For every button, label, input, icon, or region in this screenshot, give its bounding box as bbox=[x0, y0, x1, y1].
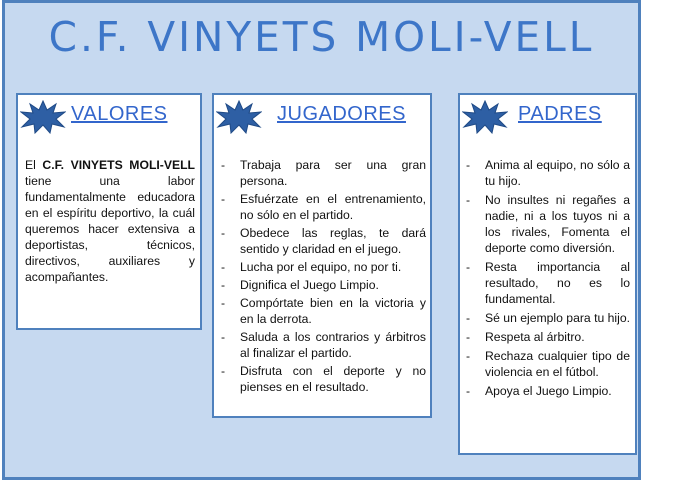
jugadores-list bbox=[221, 157, 426, 397]
list-item: - Anima al equipo, no sólo a tu hijo. bbox=[466, 157, 630, 189]
jugadores-panel bbox=[212, 93, 432, 418]
list-item: - Compórtate bien en la victoria y en la derrota. bbox=[221, 295, 426, 327]
poster bbox=[2, 0, 641, 480]
list-item: - Esfuérzate en el entrenamiento, no sólo en el partido. bbox=[221, 191, 426, 223]
padres-title: PADRES bbox=[518, 103, 602, 125]
star-burst-icon bbox=[216, 100, 262, 134]
jugadores-title: JUGADORES bbox=[277, 103, 406, 125]
list-item: - Obedece las reglas, te dará sentido y claridad en el juego. bbox=[221, 225, 426, 257]
page-title: C.F. VINYETS MOLI-VELL bbox=[48, 13, 595, 61]
list-item: - Disfruta con el deporte y no pienses en el resultado. bbox=[221, 363, 426, 395]
valores-text bbox=[25, 157, 195, 285]
list-item: - Trabaja para ser una gran persona. bbox=[221, 157, 426, 189]
valores-panel bbox=[16, 93, 202, 330]
valores-header bbox=[18, 95, 200, 139]
list-item: - Respeta al árbitro. bbox=[466, 329, 630, 345]
list-item: - No insultes ni regañes a nadie, ni a los tuyos ni a los rivales, Fomenta el deporte como diversión. bbox=[466, 192, 630, 256]
valores-title: VALORES bbox=[71, 103, 168, 125]
padres-header bbox=[460, 95, 635, 139]
star-burst-icon bbox=[20, 100, 66, 134]
jugadores-header bbox=[214, 95, 430, 139]
list-item: - Dignifica el Juego Limpio. bbox=[221, 277, 426, 293]
list-item: - Rechaza cualquier tipo de violencia en el fútbol. bbox=[466, 348, 630, 380]
list-item: - Resta importancia al resultado, no es lo fundamental. bbox=[466, 259, 630, 307]
padres-list bbox=[466, 157, 630, 402]
intro-rest: tiene una labor fundamentalmente educadora en el espíritu deportivo, la cuál queremos hacer extensiva a deportistas, técnicos, directivos, auxiliares y acompañantes. bbox=[25, 174, 195, 284]
list-item: - Saluda a los contrarios y árbitros al finalizar el partido. bbox=[221, 329, 426, 361]
club-name: C.F. VINYETS MOLI-VELL bbox=[42, 158, 195, 172]
list-item: - Sé un ejemplo para tu hijo. bbox=[466, 310, 630, 326]
list-item: - Apoya el Juego Limpio. bbox=[466, 383, 630, 399]
star-burst-icon bbox=[462, 100, 508, 134]
padres-panel bbox=[458, 93, 637, 455]
intro-prefix: El bbox=[25, 158, 43, 172]
list-item: - Lucha por el equipo, no por ti. bbox=[221, 259, 426, 275]
